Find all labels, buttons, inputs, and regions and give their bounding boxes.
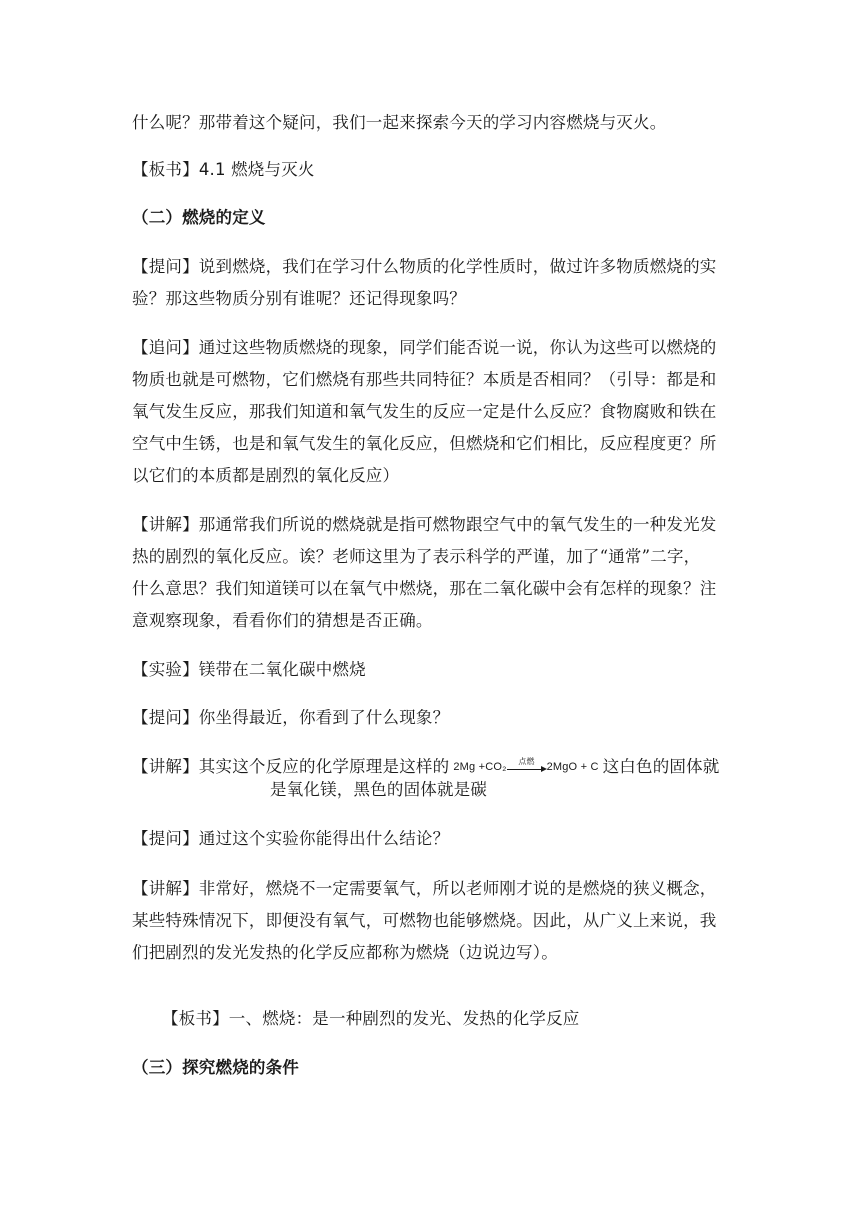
paragraph-line: 意观察现象，看看你们的猜想是否正确。: [132, 611, 433, 630]
paragraph-line: 什么呢？那带着这个疑问，我们一起来探索今天的学习内容燃烧与灭火。: [132, 113, 667, 132]
paragraph-line: 【提问】你坐得最近，你看到了什么现象？: [132, 708, 450, 727]
paragraph-line: 们把剧烈的发光发热的化学反应都称为燃烧（边说边写）。: [132, 943, 558, 962]
reaction-condition: 点燃: [518, 756, 535, 766]
paragraph-line: 氧气发生反应，那我们知道和氧气发生的反应一定是什么反应？食物腐败和铁在: [132, 402, 717, 421]
paragraph-line: 某些特殊情况下，即便没有氧气，可燃物也能够燃烧。因此，从广义上来说，我: [132, 911, 717, 930]
paragraph-line: 【讲解】那通常我们所说的燃烧就是指可燃物跟空气中的氧气发生的一种发光发: [132, 515, 717, 534]
equation-reactants: 2Mg +CO₂: [453, 761, 507, 774]
reaction-arrow-icon: [507, 756, 547, 775]
paragraph-line: 物质也就是可燃物，它们燃烧有那些共同特征？本质是否相同？（引导：都是和: [132, 370, 717, 389]
section-heading: （三）探究燃烧的条件: [132, 1058, 299, 1077]
equation-products: 2MgO + C: [546, 761, 599, 774]
paragraph-line: 【讲解】非常好，燃烧不一定需要氧气，所以老师刚才说的是燃烧的狭义概念，: [132, 879, 717, 898]
paragraph-line: 是氧化镁，黑色的固体就是碳: [270, 780, 488, 799]
paragraph-line: 【追问】通过这些物质燃烧的现象，同学们能否说一说，你认为这些可以燃烧的: [132, 338, 717, 357]
paragraph-line: 什么意思？我们知道镁可以在氧气中燃烧，那在二氧化碳中会有怎样的现象？注: [132, 579, 717, 598]
chemical-equation: [453, 756, 599, 774]
paragraph-line: 【实验】镁带在二氧化碳中燃烧: [132, 660, 366, 679]
board-title: 4.1 燃烧与灭火: [198, 160, 315, 179]
paragraph-line: 【提问】说到燃烧，我们在学习什么物质的化学性质时，做过许多物质燃烧的实: [132, 257, 717, 276]
paragraph-line: 【提问】通过这个实验你能得出什么结论？: [132, 829, 450, 848]
paragraph-line: 空气中生锈，也是和氧气发生的氧化反应，但燃烧和它们相比，反应程度更？所: [132, 434, 717, 453]
section-heading: （二）燃烧的定义: [132, 208, 266, 227]
board-tag: 【板书】: [132, 160, 199, 179]
explanation-text: 【讲解】其实这个反应的化学原理是这样的: [132, 757, 450, 776]
equation-line: [132, 756, 720, 778]
explanation-text: 这白色的固体就: [602, 757, 720, 776]
board-note-line: [132, 159, 315, 181]
paragraph-line: 以它们的本质都是剧烈的氧化反应）: [132, 466, 400, 485]
paragraph-line: 热的剧烈的氧化反应。诶？老师这里为了表示科学的严谨，加了“通常”二字，: [132, 547, 701, 566]
board-note-line: 【板书】一、燃烧：是一种剧烈的发光、发热的化学反应: [162, 1009, 580, 1028]
paragraph-line: 验？那这些物质分别有谁呢？还记得现象吗？: [132, 289, 466, 308]
